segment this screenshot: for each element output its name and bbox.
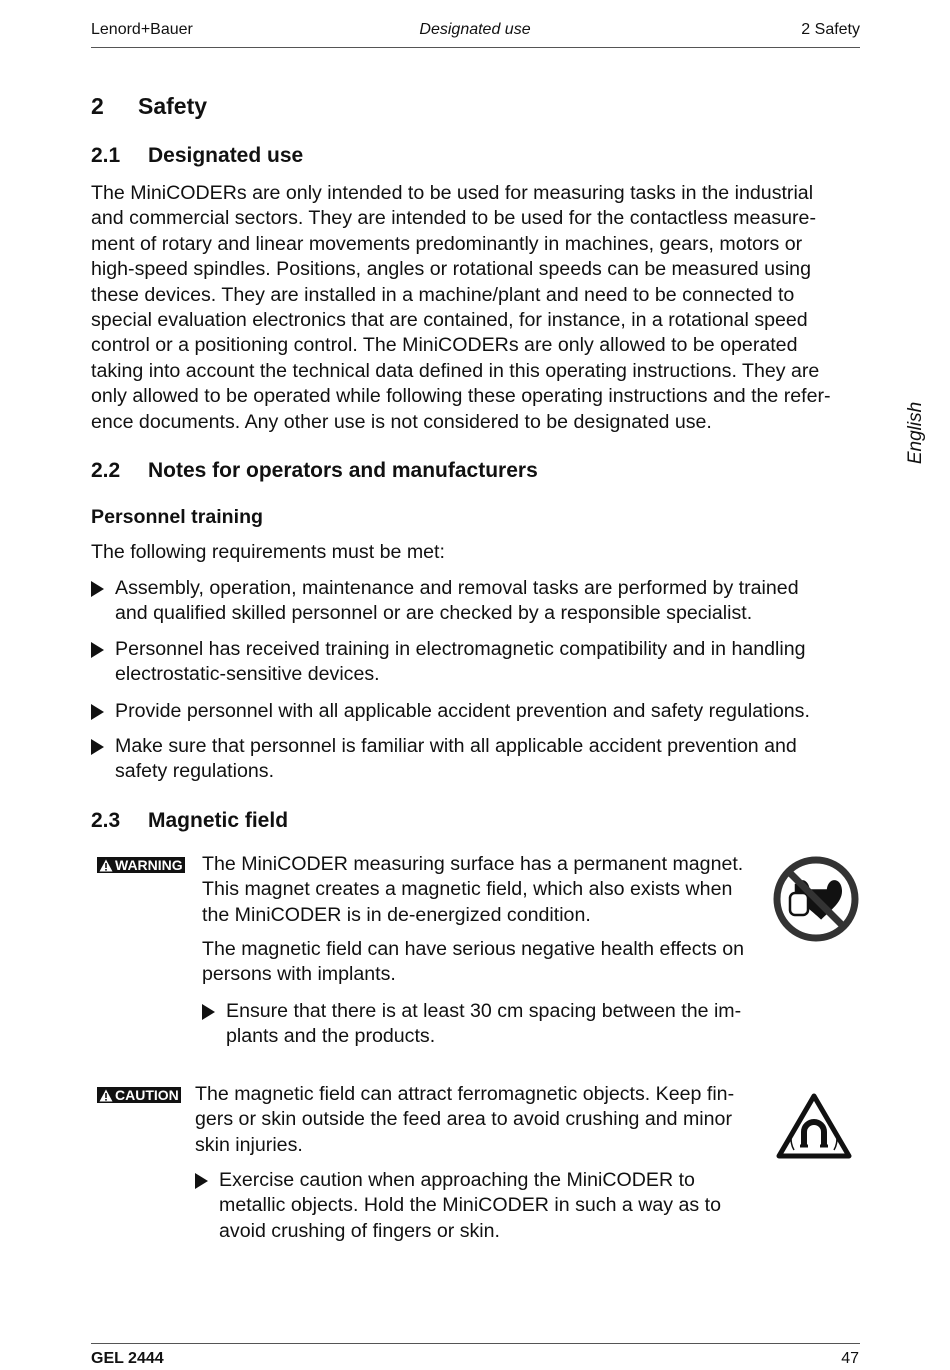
section-number: 2.3 bbox=[91, 809, 121, 832]
paragraph-line: and commercial sectors. They are intended to be used for the contactless measure- bbox=[91, 207, 816, 230]
paragraph-line: these devices. They are installed in a machine/plant and need to be connected to bbox=[91, 283, 795, 306]
list-item-line: metallic objects. Hold the MiniCODER in such a way as to bbox=[219, 1194, 722, 1217]
section-number: 2.2 bbox=[91, 459, 121, 482]
caution-triangle-icon bbox=[99, 1089, 113, 1102]
header-section: Designated use bbox=[419, 21, 531, 38]
paragraph-line: gers or skin outside the feed area to avoid crushing and minor bbox=[195, 1108, 732, 1131]
bullet-arrow-icon bbox=[91, 581, 104, 597]
bullet-arrow-icon bbox=[202, 1004, 215, 1020]
list-item-line: plants and the products. bbox=[226, 1025, 436, 1048]
footer-page-number: 47 bbox=[841, 1350, 859, 1367]
paragraph-line: The MiniCODER measuring surface has a permanent magnet. bbox=[202, 853, 744, 875]
chapter-title: Safety bbox=[138, 93, 208, 119]
bullet-arrow-icon bbox=[91, 704, 104, 720]
footer-document-id: GEL 2444 bbox=[91, 1350, 164, 1367]
paragraph-line: only allowed to be operated while following these operating instructions and the refer- bbox=[91, 385, 831, 408]
section-heading-2-3 bbox=[91, 809, 288, 833]
paragraph-line: The magnetic field can attract ferromagnetic objects. Keep fin- bbox=[195, 1083, 735, 1105]
chapter-number: 2 bbox=[91, 93, 104, 119]
paragraph-line: skin injuries. bbox=[195, 1133, 303, 1156]
header-chapter: 2 Safety bbox=[801, 21, 860, 38]
list-item-line: Personnel has received training in electromagnetic compatibility and in handling bbox=[115, 638, 806, 660]
list-item-line: Exercise caution when approaching the MiniCODER to bbox=[219, 1169, 695, 1191]
caution-label: CAUTION bbox=[115, 1087, 179, 1103]
paragraph-line: the MiniCODER is in de-energized condition. bbox=[202, 903, 591, 926]
section-title: Notes for operators and manufacturers bbox=[148, 459, 538, 482]
section-heading-2-1 bbox=[91, 144, 303, 168]
paragraph-line: The MiniCODERs are only intended to be used for measuring tasks in the industrial bbox=[91, 182, 814, 204]
paragraph-line: This magnet creates a magnetic field, which also exists when bbox=[202, 878, 733, 901]
list-item-line: safety regulations. bbox=[115, 760, 275, 783]
bullet-arrow-icon bbox=[91, 739, 104, 755]
list-item-line: Ensure that there is at least 30 cm spacing between the im- bbox=[226, 1000, 742, 1022]
section-number: 2.1 bbox=[91, 144, 121, 167]
caution-signal-word bbox=[97, 1087, 181, 1103]
language-side-label: English bbox=[905, 401, 926, 464]
requirements-intro: The following requirements must be met: bbox=[91, 541, 445, 563]
bullet-arrow-icon bbox=[195, 1173, 208, 1189]
section-heading-2-2 bbox=[91, 459, 538, 483]
section-title: Designated use bbox=[148, 144, 304, 167]
warning-paragraph-1 bbox=[202, 852, 782, 928]
list-item-line: and qualified skilled personnel or are checked by a responsible specialist. bbox=[115, 602, 753, 625]
list-item-line: Provide personnel with all applicable accident prevention and safety regulations. bbox=[115, 700, 810, 722]
footer-rule bbox=[91, 1343, 860, 1344]
bullet-arrow-icon bbox=[91, 642, 104, 658]
paragraph-line: persons with implants. bbox=[202, 963, 396, 986]
paragraph-line: high-speed spindles. Positions, angles or rotational speeds can be measured using bbox=[91, 258, 811, 281]
list-item-line: Assembly, operation, maintenance and removal tasks are performed by trained bbox=[115, 577, 799, 599]
warning-label: WARNING bbox=[115, 857, 183, 873]
no-pacemaker-prohibition-icon bbox=[772, 855, 860, 943]
personnel-training-subheading: Personnel training bbox=[91, 506, 264, 528]
warning-triangle-icon bbox=[99, 859, 113, 872]
paragraph-line: taking into account the technical data defined in this operating instructions. They are bbox=[91, 359, 820, 382]
paragraph-line: The magnetic field can have serious negative health effects on bbox=[202, 938, 745, 960]
warning-paragraph-2 bbox=[202, 937, 782, 988]
warning-signal-word bbox=[97, 857, 185, 873]
section-title: Magnetic field bbox=[148, 809, 289, 832]
paragraph-line: control or a positioning control. The MiniCODERs are only allowed to be operated bbox=[91, 334, 798, 357]
list-item-line: avoid crushing of fingers or skin. bbox=[219, 1219, 500, 1242]
paragraph-line: special evaluation electronics that are contained, for instance, in a rotational speed bbox=[91, 309, 808, 332]
header-company: Lenord+Bauer bbox=[91, 21, 193, 38]
magnetic-field-warning-icon bbox=[776, 1092, 852, 1160]
designated-use-paragraph bbox=[91, 181, 871, 435]
caution-paragraph bbox=[195, 1082, 775, 1158]
list-item-line: electrostatic-sensitive devices. bbox=[115, 663, 380, 686]
chapter-heading bbox=[91, 93, 207, 120]
list-item-line: Make sure that personnel is familiar with all applicable accident prevention and bbox=[115, 735, 797, 757]
paragraph-line: ment of rotary and linear movements predominantly in machines, gears, motors or bbox=[91, 232, 803, 255]
paragraph-line: ence documents. Any other use is not considered to be designated use. bbox=[91, 410, 712, 433]
header-rule bbox=[91, 47, 860, 48]
